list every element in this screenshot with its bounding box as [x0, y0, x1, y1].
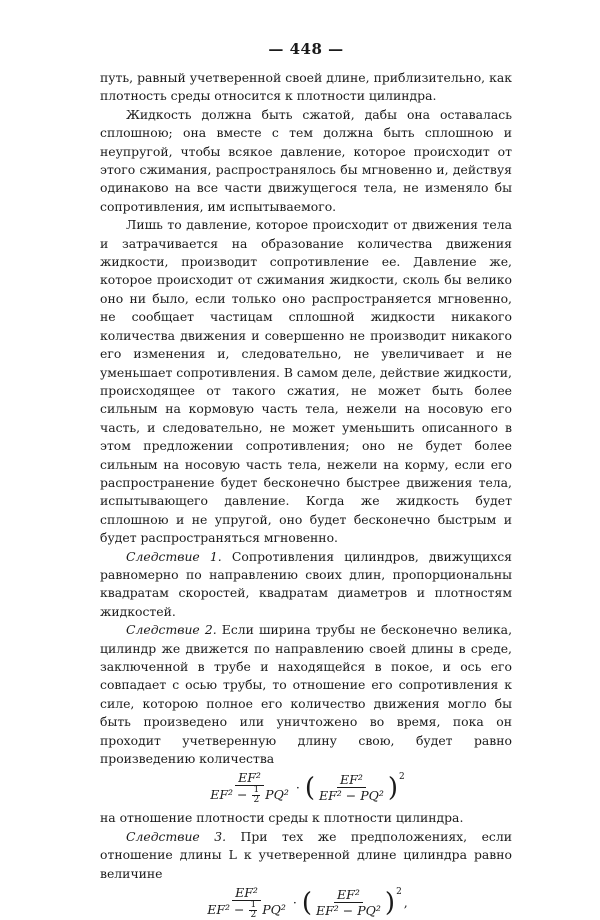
formula-2-den-left: EF² − — [207, 902, 245, 918]
formula-2-dot: · — [292, 895, 297, 911]
paragraph-continuation: путь, равный учетверенной своей длине, приблизительно, как плотность среды относится к плотности цилиндра. — [100, 70, 512, 104]
formula-2-comma: , — [403, 895, 408, 911]
corollary-2-after: на отношение плотности среды к плотности цилиндра. — [100, 810, 464, 826]
formula-1-exponent: 2 — [399, 772, 405, 783]
formula-2 — [100, 885, 512, 920]
half-numerator: 1 — [253, 785, 260, 796]
formula-1-lparen: ( — [304, 772, 315, 803]
half-denominator: 2 — [253, 795, 260, 806]
formula-1-paren-denominator: EF² − PQ² — [318, 787, 384, 803]
formula-1-den-left: EF² − — [210, 787, 248, 803]
formula-1 — [100, 770, 512, 805]
corollary-2-text: Если ширина трубы не бесконечно велика, цилиндр же движется по направлению своей длины в среде, заключенной в трубе и находящейся в покое, и ось его совпадает с осью трубы, то отношение его сопротивления к силе, которою полное его количество движения могло бы быть произведено или уничтожено во время, пока он проходит учетверенную длину свою, будет равно произведению количества — [100, 622, 513, 767]
half-numerator: 1 — [250, 900, 257, 911]
formula-1-rparen: ) — [387, 772, 399, 803]
corollary-1-label: Следствие 1. — [126, 548, 222, 564]
formula-1-paren-fraction — [316, 772, 387, 804]
formula-1-den-right: PQ² — [265, 787, 289, 803]
formula-1-paren-numerator: EF² — [337, 772, 366, 788]
formula-1-half — [252, 786, 260, 805]
formula-1-dot: · — [295, 780, 300, 796]
formula-2-fraction — [204, 885, 289, 920]
formula-2-paren-numerator: EF² — [334, 887, 363, 903]
corollary-3-label: Следствие 3. — [126, 828, 227, 844]
half-denominator: 2 — [250, 910, 257, 920]
paragraph-fluid-compression: Жидкость должна быть сжатой, дабы она оставалась сплошною; она вместе с тем должна быть сплошною и неупругой, чтобы всякое давление, которое происходит от этого сжимания, распространялось бы мгновенно и, действуя одинаково на все части движущегося тела, не изменяло бы сопротивления, им испытываемого. — [100, 106, 512, 214]
formula-2-lparen: ( — [301, 887, 312, 918]
corollary-2-label: Следствие 2. — [126, 622, 217, 638]
formula-2-rparen: ) — [384, 887, 396, 918]
formula-2-paren-fraction — [313, 887, 384, 919]
formula-1-fraction — [207, 770, 292, 805]
formula-2-paren-denominator: EF² − PQ² — [316, 902, 381, 918]
formula-1-denominator — [207, 786, 292, 805]
formula-2-exponent: 2 — [396, 887, 402, 898]
page-number: — 448 — — [268, 40, 344, 58]
paragraph-pressure: Лишь то давление, которое происходит от движения тела и затрачивается на образование количества движения жидкости, производит сопротивление ее. Давление же, которое происходит от сжимания жидкости, сколь бы велико оно ни было, если только оно распространяется мгновенно, не сообщает частицам сплошной жидкости никакого количества движения и совершенно не производит никакого его изменения и, следовательно, не увеличивает и не уменьшает сопротивления. В самом деле, действие жидкости, происходящее от такого сжатия, не может быть более сильным на кормовую часть тела, нежели на носовую его часть, и следовательно, не может уменьшить описанного в этом предложении сопротивления; оно не будет более сильным на носовую часть тела, нежели на корму, если его распространение будет бесконечно быстрее движения тела, испытывающего давление. Когда же жидкость будет сплошною и не упругой, оно будет бесконечно быстрым и будет распространяться мгновенно. — [100, 217, 512, 546]
corollary-1 — [100, 548, 512, 622]
corollary-3 — [100, 828, 512, 883]
formula-2-denominator — [204, 901, 289, 920]
corollary-3-text: При тех же предположениях, если отношение длины L к учетверенной длине цилиндра равно величине — [100, 828, 512, 881]
corollary-1-text: Сопротивления цилиндров, движущихся равномерно по направлению своих длин, пропорциональны квадратам скоростей, квадратам диаметров и плотностям жидкостей. — [100, 548, 512, 619]
formula-2-den-right: PQ² — [262, 902, 286, 918]
formula-2-half — [249, 901, 257, 920]
formula-1-numerator: EF² — [235, 770, 264, 786]
formula-2-numerator: EF² — [232, 885, 261, 901]
corollary-2 — [100, 621, 512, 768]
